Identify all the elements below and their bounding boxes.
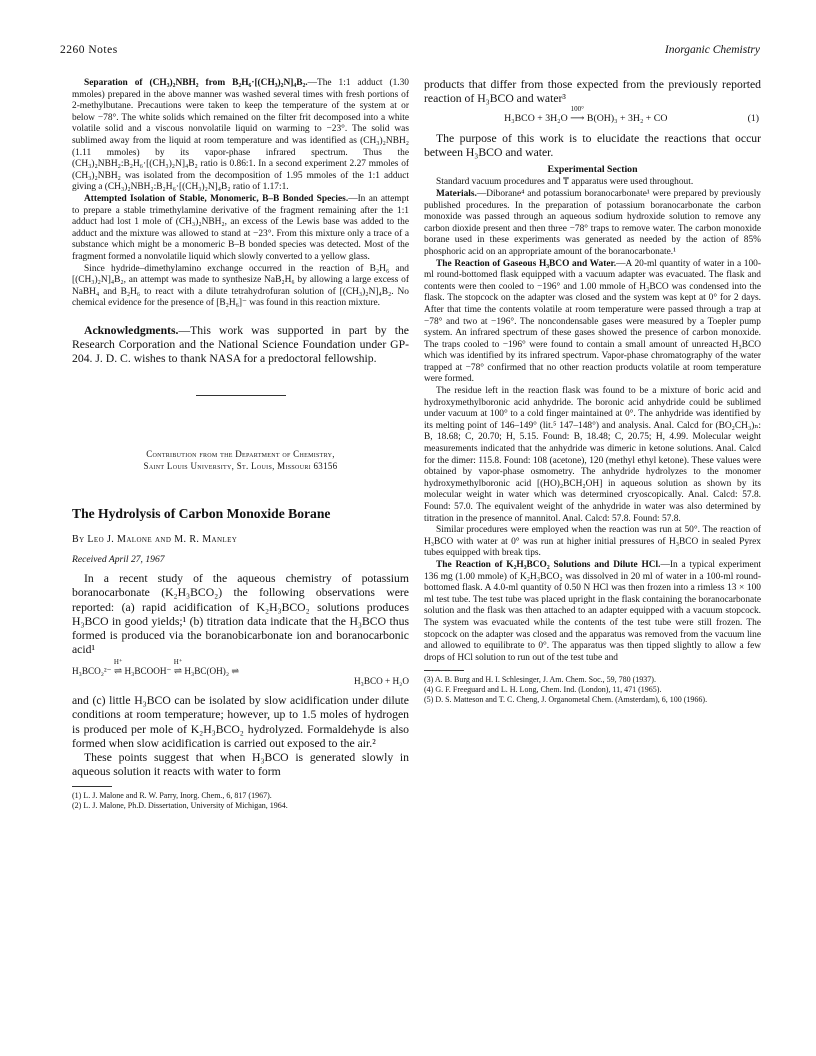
article-title: The Hydrolysis of Carbon Monoxide Borane bbox=[72, 505, 331, 521]
equation-number: (1) bbox=[747, 112, 759, 124]
authors: By Leo J. Malone and M. R. Manley bbox=[72, 533, 238, 545]
left-column bbox=[72, 78, 409, 811]
paragraph: products that differ from those expected from the previously reported reaction of H₃BCO and water³ bbox=[424, 78, 761, 106]
contribution-line: Saint Louis University, St. Louis, Missouri 63156 bbox=[143, 460, 338, 471]
eq-species: H₃BC(OH)₂ bbox=[184, 665, 230, 676]
footnote: (3) A. B. Burg and H. I. Schlesinger, J. Am. Chem. Soc., 59, 780 (1937). bbox=[424, 675, 656, 685]
equilibrium-arrow: H⁺ ⇌ bbox=[113, 657, 123, 677]
journal-name: Inorganic Chemistry bbox=[664, 44, 760, 56]
contribution bbox=[72, 448, 409, 472]
reaction-arrow: 100° ⟶ bbox=[570, 104, 585, 124]
paragraph: —Diborane⁴ and potassium boranocarbonate¹ were prepared by previously published procedures. In the preparation of potassium boranocarbonate the carbon monoxide was passed through an aqueous sodium hydroxide solution to remove any carbon dioxide present and then three −78° traps to remove water. The carbon monoxide borane used in these experiments was generated as needed by the action of 85% phosphoric acid on an appropriate amount of the boranocarbonate.¹ bbox=[424, 188, 761, 257]
paragraph: These points suggest that when H₃BCO is generated slowly in aqueous solution it reacts with water to form bbox=[72, 751, 409, 779]
section-heading: Experimental Section bbox=[547, 163, 638, 175]
eq-products: H₃BCO + H₂O bbox=[354, 676, 409, 687]
para-heading: Attempted Isolation of Stable, Monomeric, B–B Bonded Species. bbox=[84, 193, 349, 204]
paragraph: The purpose of this work is to elucidate the reactions that occur between H₃BCO and water. bbox=[424, 132, 761, 160]
eq-species: H₃BCOOH⁻ bbox=[124, 665, 172, 676]
footnote-divider bbox=[424, 670, 464, 671]
page-number: 2260 Notes bbox=[60, 44, 118, 56]
received-date: Received April 27, 1967 bbox=[72, 554, 165, 566]
ack-heading: Acknowledgments. bbox=[84, 323, 179, 337]
para-heading: Separation of (CH₃)₂NBH₂ from B₂H₆·[(CH₃)₂N]₄B₂. bbox=[84, 78, 308, 88]
equilibrium-arrow: H⁺ ⇌ bbox=[173, 657, 183, 677]
page-header bbox=[60, 44, 760, 60]
paragraph: In a recent study of the aqueous chemistry of potassium boranocarbonate (K₂H₃BCO₂) the following observations were reported: (a) rapid acidification of K₂H₃BCO₂ solutions produces H₃BCO in good yields;¹ (b) titration data indicate that the H₃BCO thus formed is produced via the boranobicarbonate ion and boranocarbonic acid¹ bbox=[72, 571, 409, 657]
footnote: (2) L. J. Malone, Ph.D. Dissertation, University of Michigan, 1964. bbox=[72, 800, 288, 810]
footnote: (1) L. J. Malone and R. W. Parry, Inorg. Chem., 6, 817 (1967). bbox=[72, 790, 272, 800]
footnote: (5) D. S. Matteson and T. C. Cheng, J. Organometal Chem. (Amsterdam), 6, 100 (1966). bbox=[424, 695, 708, 705]
contribution-line: Contribution from the Department of Chemistry, bbox=[146, 448, 335, 459]
paragraph: —In a typical experiment 136 mg (1.00 mmole) of K₂H₃BCO₂ was dissolved in 20 ml of water in a 100-ml round-bottomed flask. A 4.0-ml quantity of 0.50 N HCl was then frozen into a rimless 13 × 100 ml test tube. The test tube was placed upright in the flask containing the boranocarbonate solution and the flask was then attached to an adapter equipped with a vacuum stopcock. The system was evacuated while the contents of the test tube were still frozen. The stopcock on the adapter was closed and the apparatus was removed from the vacuum line and allowed to equilibrate to 0°. The apparatus was then tipped slightly to allow a few drops of HCl solution to run out of the test tube and bbox=[424, 559, 761, 663]
paragraph: —The 1:1 adduct (1.30 mmoles) prepared in the above manner was washed several times with fresh portions of 2-methylbutane. Precautions were taken to keep the temperature of the system at or below −78°. The white solids which remained on the filter frit decomposed into a white volatile solid and a viscous nonvolatile liquid on warming to −23°. The solid was sublimed away from the liquid at room temperature and was identified as (CH₃)₂NBH₂ (1.11 mmoles) by its vapor-phase infrared spectrum. Thus the (CH₃)₂NBH₂:B₂H₆·[(CH₃)₂N]₄B₂ ratio is 0.86:1. In a second experiment 2.27 mmoles of (CH₃)₂NBH₂ was isolated from the decomposition of 1.95 mmoles of the 1:1 adduct giving a (CH₃)₂NBH₂:B₂H₆·[(CH₃)₂N]₄B₂ ratio of 1.17:1. bbox=[72, 78, 409, 193]
ack-text: —This work was supported in part by the Research Corporation and the National Science Foundation under GP-204. J. D. C. wishes to thank NASA for a predoctoral fellowship. bbox=[72, 323, 409, 366]
paragraph: Since hydride–dimethylamino exchange occurred in the reaction of B₂H₆ and [(CH₃)₂N]₄B₂, an attempt was made to synthesize NaB₂H₆ by allowing a large excess of NaBH₄ and B₂H₆ to react with a dilute tetrahydrofuran solution of [(CH₃)₂N]₄B₂. No chemical evidence for the presence of [B₂H₆]⁻ was found in this reaction mixture. bbox=[72, 263, 409, 309]
footnote-divider bbox=[72, 786, 112, 787]
para-heading: The Reaction of Gaseous H₃BCO and Water. bbox=[436, 258, 617, 269]
para-heading: The Reaction of K₂H₃BCO₂ Solutions and Dilute HCl. bbox=[436, 559, 661, 570]
right-column bbox=[424, 78, 761, 705]
divider bbox=[196, 395, 286, 396]
eq-reactants: H₃BCO + 3H₂O bbox=[504, 112, 568, 124]
para-heading: Materials. bbox=[436, 188, 477, 199]
equation-1 bbox=[424, 104, 761, 125]
paragraph: and (c) little H₃BCO can be isolated by slow acidification under dilute conditions at room temperature; however, up to 1.5 moles of hydrogen is produced per mole of K₂H₃BCO₂ hydrolyzed. Formaldehyde is also formed when slow acidification is carried out exposed to the air.² bbox=[72, 693, 409, 750]
paragraph: Standard vacuum procedures and ₸ apparatus were used throughout. bbox=[436, 177, 694, 188]
eq-species: H₃BCO₂²⁻ bbox=[72, 665, 112, 676]
paragraph: —A 20-ml quantity of water in a 100-ml round-bottomed flask equipped with a vacuum adapter was evacuated. The flask and contents were then cooled to −196° and 1.00 mmole of H₃BCO was condensed into the flask. The stopcock on the adapter was closed and the system was kept at 0° for 2 days. After that time the contents volatile at room temperature were passed through a trap at −78° and two at −196°. The noncondensable gases were measured by a Toepler pump system. An infrared spectrum of these gases showed the presence of carbon monoxide. The traps cooled to −196° were found to contain a small amount of unreacted H₃BCO which was identified by its infrared spectrum. Vapor-phase chromatography of the water trapped at −78° confirmed that no other reaction products volatile at room temperature were formed. bbox=[424, 258, 761, 385]
paragraph: —In an attempt to prepare a stable trimethylamine derivative of the fragment remaining after the 1:1 adduct had lost 1 mole of (CH₃)₂NBH₂, an excess of the Lewis base was added to the adduct and the mixture was allowed to stand at −23°. From this mixture only a trace of a substance which might be a monomeric B–B bonded species was detected. Most of the fragment formed a nonvolatile liquid which slowly converted to a yellow glass. bbox=[72, 193, 409, 262]
eq-products: B(OH)₃ + 3H₂ + CO bbox=[586, 112, 668, 124]
paragraph: Similar procedures were employed when the reaction was run at 50°. The reaction of H₃BCO with water at 0° was run at higher initial pressures of H₃BCO in sealed Pyrex tubes equipped with break tips. bbox=[424, 525, 761, 559]
paragraph: The residue left in the reaction flask was found to be a mixture of boric acid and hydroxymethylboronic acid anhydride. The boronic acid anhydride could be sublimed under vacuum at 100° to a cold finger maintained at 0°. The anhydride was identified by its melting point of 146–149° (lit.⁵ 147–148°) and analysis. Anal. Calcd for (BO₂CH₃)ₙ: B, 18.68; C, 20.70; H, 5.15. Found: B, 18.48; C, 20.75; H, 4.99. Molecular weight measurements indicated that the anhydride was dimeric in ketone solutions. Anal. Calcd for the dimer: 115.8. Found: 108 (acetone), 120 (methyl ethyl ketone). These values were obtained by vapor-phase osmometry. The anhydride hydrolyzes to the monomer hydroxymethylboronic acid [(HO)₂BCH₂OH] in aqueous solution as shown by its molecular weight in water which was determined cryoscopically. Anal. Calcd: 57.8. Found: 57.0. The equivalent weight of the anhydride in water was also determined by titration in the presence of mannitol. Anal. Calcd: 57.8. Found: 57.8. bbox=[424, 386, 761, 524]
footnote: (4) G. F. Freeguard and L. H. Long, Chem. Ind. (London), 11, 471 (1965). bbox=[424, 685, 662, 695]
equation-scheme: H₃BCO₂²⁻ H⁺ ⇌ H₃BCOOH⁻ H⁺ ⇌ H₃BC(OH)₂ ⇌ H₃BCO + H₂O bbox=[72, 657, 409, 687]
